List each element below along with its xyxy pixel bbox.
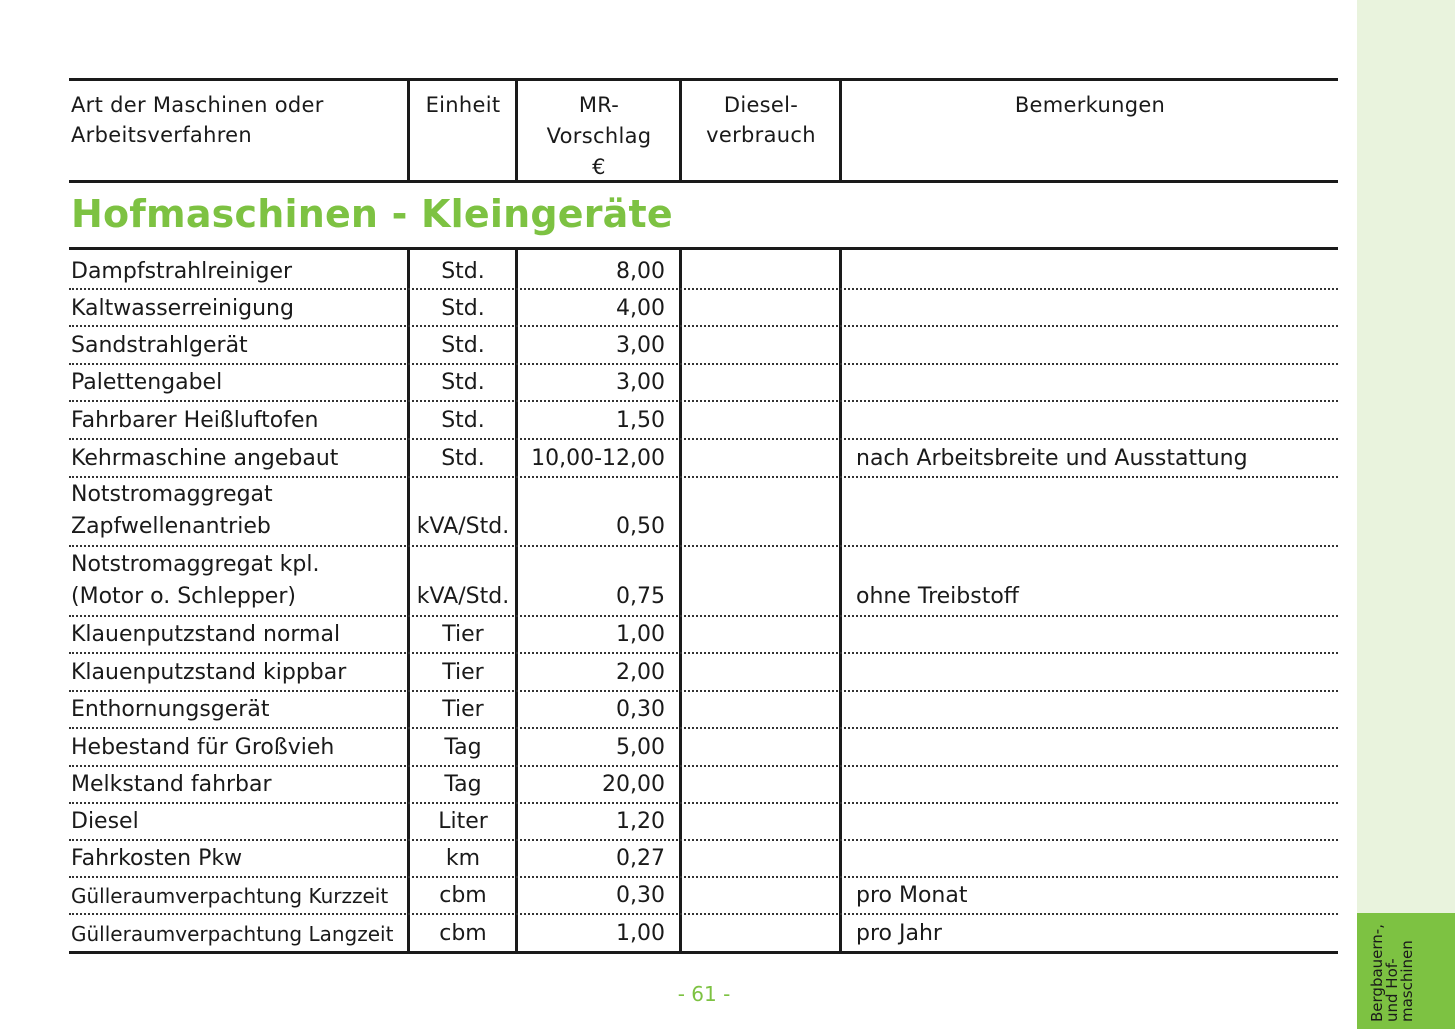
table-row <box>69 250 1338 290</box>
row-name: Klauenputzstand kippbar <box>71 660 347 685</box>
row-note: pro Monat <box>856 883 968 908</box>
table-row <box>69 478 1338 547</box>
header-diesel: Diesel- verbrauch <box>706 93 816 147</box>
table-row <box>69 617 1338 654</box>
row-price: 0,50 <box>616 514 665 539</box>
row-price: 2,00 <box>616 660 665 685</box>
row-unit: Std. <box>441 446 485 471</box>
table-row <box>69 654 1338 692</box>
table-row <box>69 729 1338 767</box>
row-unit: Std. <box>441 333 485 358</box>
header-divider <box>515 78 518 180</box>
row-price: 3,00 <box>616 333 665 358</box>
row-unit: Std. <box>441 296 485 321</box>
page-number: - 61 - <box>677 982 731 1006</box>
table-row <box>69 692 1338 729</box>
table-row <box>69 767 1338 804</box>
table-row <box>69 878 1338 915</box>
row-unit: cbm <box>439 921 487 946</box>
row-price: 3,00 <box>616 370 665 395</box>
row-name: Notstromaggregat kpl. <box>71 552 320 577</box>
row-name: Gülleraumverpachtung Kurzzeit <box>71 884 389 908</box>
row-name: Hebestand für Großvieh <box>71 735 335 760</box>
row-note: pro Jahr <box>856 921 942 946</box>
table-row <box>69 327 1338 365</box>
chapter-tab-label: Bergbauern-, und Hof- maschinen <box>1368 924 1416 1022</box>
row-price: 4,00 <box>616 296 665 321</box>
table-header <box>69 78 1338 183</box>
row-name: Gülleraumverpachtung Langzeit <box>71 922 394 946</box>
table-row <box>69 402 1338 440</box>
table-row <box>69 547 1338 617</box>
row-name: Kehrmaschine angebaut <box>71 446 339 471</box>
table-row <box>69 915 1338 951</box>
row-name: Sandstrahlgerät <box>71 333 248 358</box>
header-divider <box>839 78 842 180</box>
row-unit: Tier <box>442 622 484 647</box>
table-row <box>69 365 1338 402</box>
row-unit: Tag <box>444 772 482 797</box>
row-name-line2: (Motor o. Schlepper) <box>71 584 296 609</box>
row-unit: kVA/Std. <box>416 584 510 609</box>
row-name: Klauenputzstand normal <box>71 622 341 647</box>
row-name: Fahrkosten Pkw <box>71 846 243 871</box>
section-title: Hofmaschinen - Kleingeräte <box>71 192 673 236</box>
row-price: 10,00-12,00 <box>531 446 665 471</box>
row-name-line2: Zapfwellenantrieb <box>71 514 271 539</box>
row-unit: Std. <box>441 259 485 284</box>
row-name: Notstromaggregat <box>71 482 273 507</box>
row-name: Diesel <box>71 809 139 834</box>
row-unit: Tier <box>442 697 484 722</box>
row-price: 0,75 <box>616 584 665 609</box>
row-unit: kVA/Std. <box>416 514 510 539</box>
row-name: Palettengabel <box>71 370 223 395</box>
row-price: 0,30 <box>616 883 665 908</box>
row-name: Melkstand fahrbar <box>71 772 272 797</box>
row-price: 1,00 <box>616 921 665 946</box>
side-margin-band <box>1357 0 1455 1029</box>
row-unit: Std. <box>441 370 485 395</box>
header-price: MR- Vorschlag € <box>546 93 652 179</box>
row-price: 0,30 <box>616 697 665 722</box>
row-price: 20,00 <box>602 772 665 797</box>
table-row <box>69 440 1338 478</box>
header-machine: Art der Maschinen oder Arbeitsverfahren <box>71 93 324 147</box>
table-row <box>69 290 1338 327</box>
row-name: Kaltwasserreinigung <box>71 296 294 321</box>
row-unit: cbm <box>439 883 487 908</box>
row-unit: Liter <box>438 809 488 834</box>
row-unit: Tag <box>444 735 482 760</box>
row-unit: km <box>445 846 481 871</box>
row-name: Dampfstrahlreiniger <box>71 259 293 284</box>
row-price: 8,00 <box>616 259 665 284</box>
row-price: 1,50 <box>616 408 665 433</box>
row-price: 1,00 <box>616 622 665 647</box>
row-unit: Std. <box>441 408 485 433</box>
table-row <box>69 804 1338 841</box>
header-divider <box>679 78 682 180</box>
row-price: 1,20 <box>616 809 665 834</box>
row-price: 0,27 <box>616 846 665 871</box>
header-unit: Einheit <box>425 93 501 117</box>
row-name: Enthornungsgerät <box>71 697 270 722</box>
row-unit: Tier <box>442 660 484 685</box>
table-row <box>69 841 1338 878</box>
table-bottom-rule <box>69 951 1338 954</box>
row-name: Fahrbarer Heißluftofen <box>71 408 319 433</box>
row-note: nach Arbeitsbreite und Ausstattung <box>856 446 1248 471</box>
header-notes: Bemerkungen <box>1014 93 1166 117</box>
row-price: 5,00 <box>616 735 665 760</box>
row-note: ohne Treibstoff <box>856 584 1019 609</box>
header-divider <box>407 78 410 180</box>
